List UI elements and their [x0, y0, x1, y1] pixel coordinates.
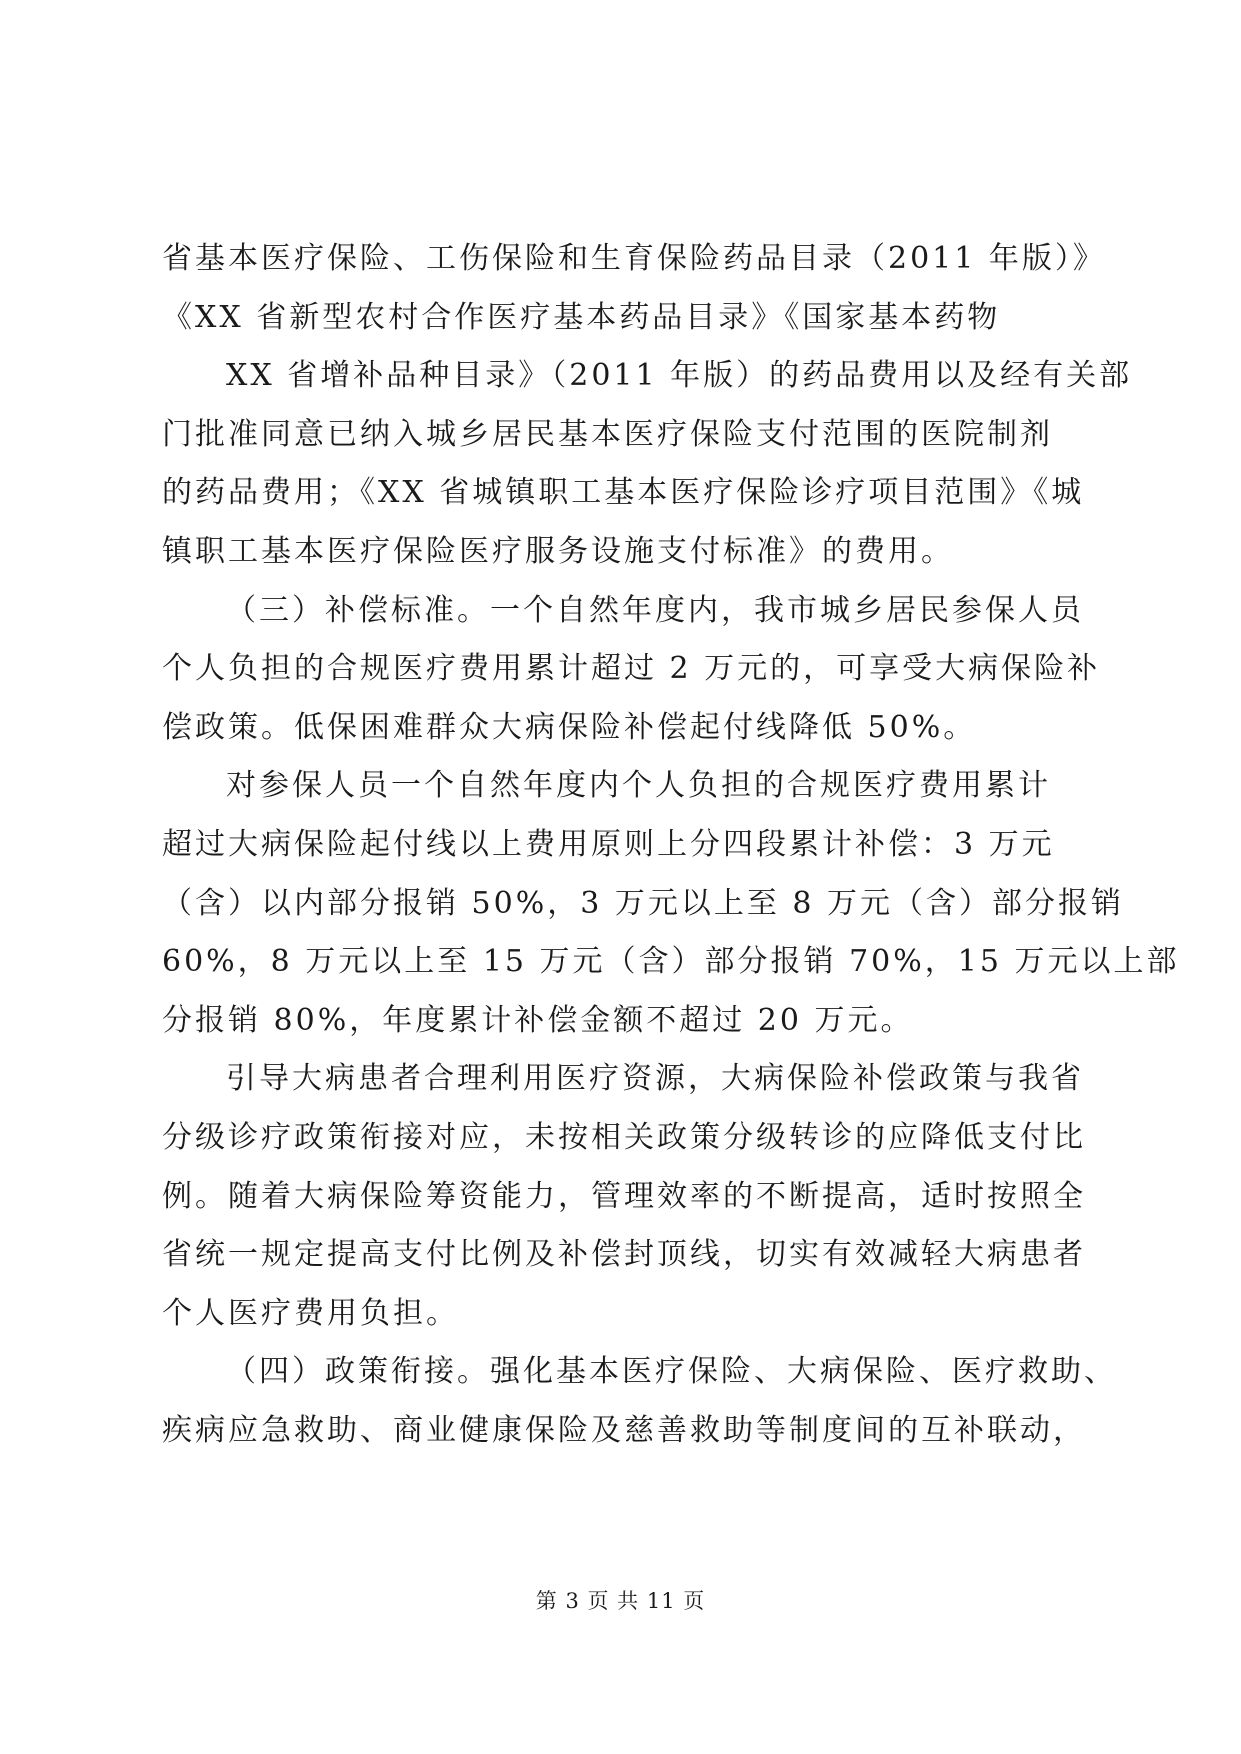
text-line: 超过大病保险起付线以上费用原则上分四段累计补偿：3 万元	[162, 826, 1055, 862]
text-line: 对参保人员一个自然年度内个人负担的合规医疗费用累计	[226, 768, 1051, 804]
document-body	[162, 230, 1180, 1460]
text-line: 引导大病患者合理利用医疗资源，大病保险补偿政策与我省	[226, 1061, 1084, 1097]
text-line: 省统一规定提高支付比例及补偿封顶线，切实有效减轻大病患者	[162, 1237, 1086, 1273]
page-footer: 第 3 页 共 11 页	[535, 1589, 706, 1613]
text-line: （四）政策衔接。强化基本医疗保险、大病保险、医疗救助、	[226, 1354, 1117, 1390]
text-line: 镇职工基本医疗保险医疗服务设施支付标准》的费用。	[162, 533, 954, 569]
text-line: 《XX 省新型农村合作医疗基本药品目录》《国家基本药物	[162, 299, 1001, 335]
text-line: XX 省增补品种目录》（2011 年版）的药品费用以及经有关部	[226, 358, 1133, 394]
text-line: 省基本医疗保险、工伤保险和生育保险药品目录（2011 年版）》	[162, 241, 1106, 276]
text-line: （三）补偿标准。一个自然年度内，我市城乡居民参保人员	[226, 592, 1084, 628]
text-line: 分报销 80%，年度累计补偿金额不超过 20 万元。	[162, 1002, 914, 1038]
text-line: 分级诊疗政策衔接对应，未按相关政策分级转诊的应降低支付比	[162, 1119, 1086, 1155]
text-line: 的药品费用；《XX 省城镇职工基本医疗保险诊疗项目范围》《城	[162, 475, 1085, 511]
text-line: 60%，8 万元以上至 15 万元（含）部分报销 70%，15 万元以上部	[162, 944, 1180, 980]
text-line: 个人医疗费用负担。	[162, 1295, 459, 1331]
text-line: 疾病应急救助、商业健康保险及慈善救助等制度间的互补联动，	[162, 1412, 1086, 1448]
text-line: （含）以内部分报销 50%，3 万元以上至 8 万元（含）部分报销	[162, 885, 1124, 921]
text-line: 例。随着大病保险筹资能力，管理效率的不断提高，适时按照全	[162, 1178, 1086, 1214]
text-line: 个人负担的合规医疗费用累计超过 2 万元的，可享受大病保险补	[162, 651, 1101, 687]
text-line: 偿政策。低保困难群众大病保险补偿起付线降低 50%。	[162, 709, 977, 745]
text-line: 门批准同意已纳入城乡居民基本医疗保险支付范围的医院制剂	[162, 416, 1053, 452]
